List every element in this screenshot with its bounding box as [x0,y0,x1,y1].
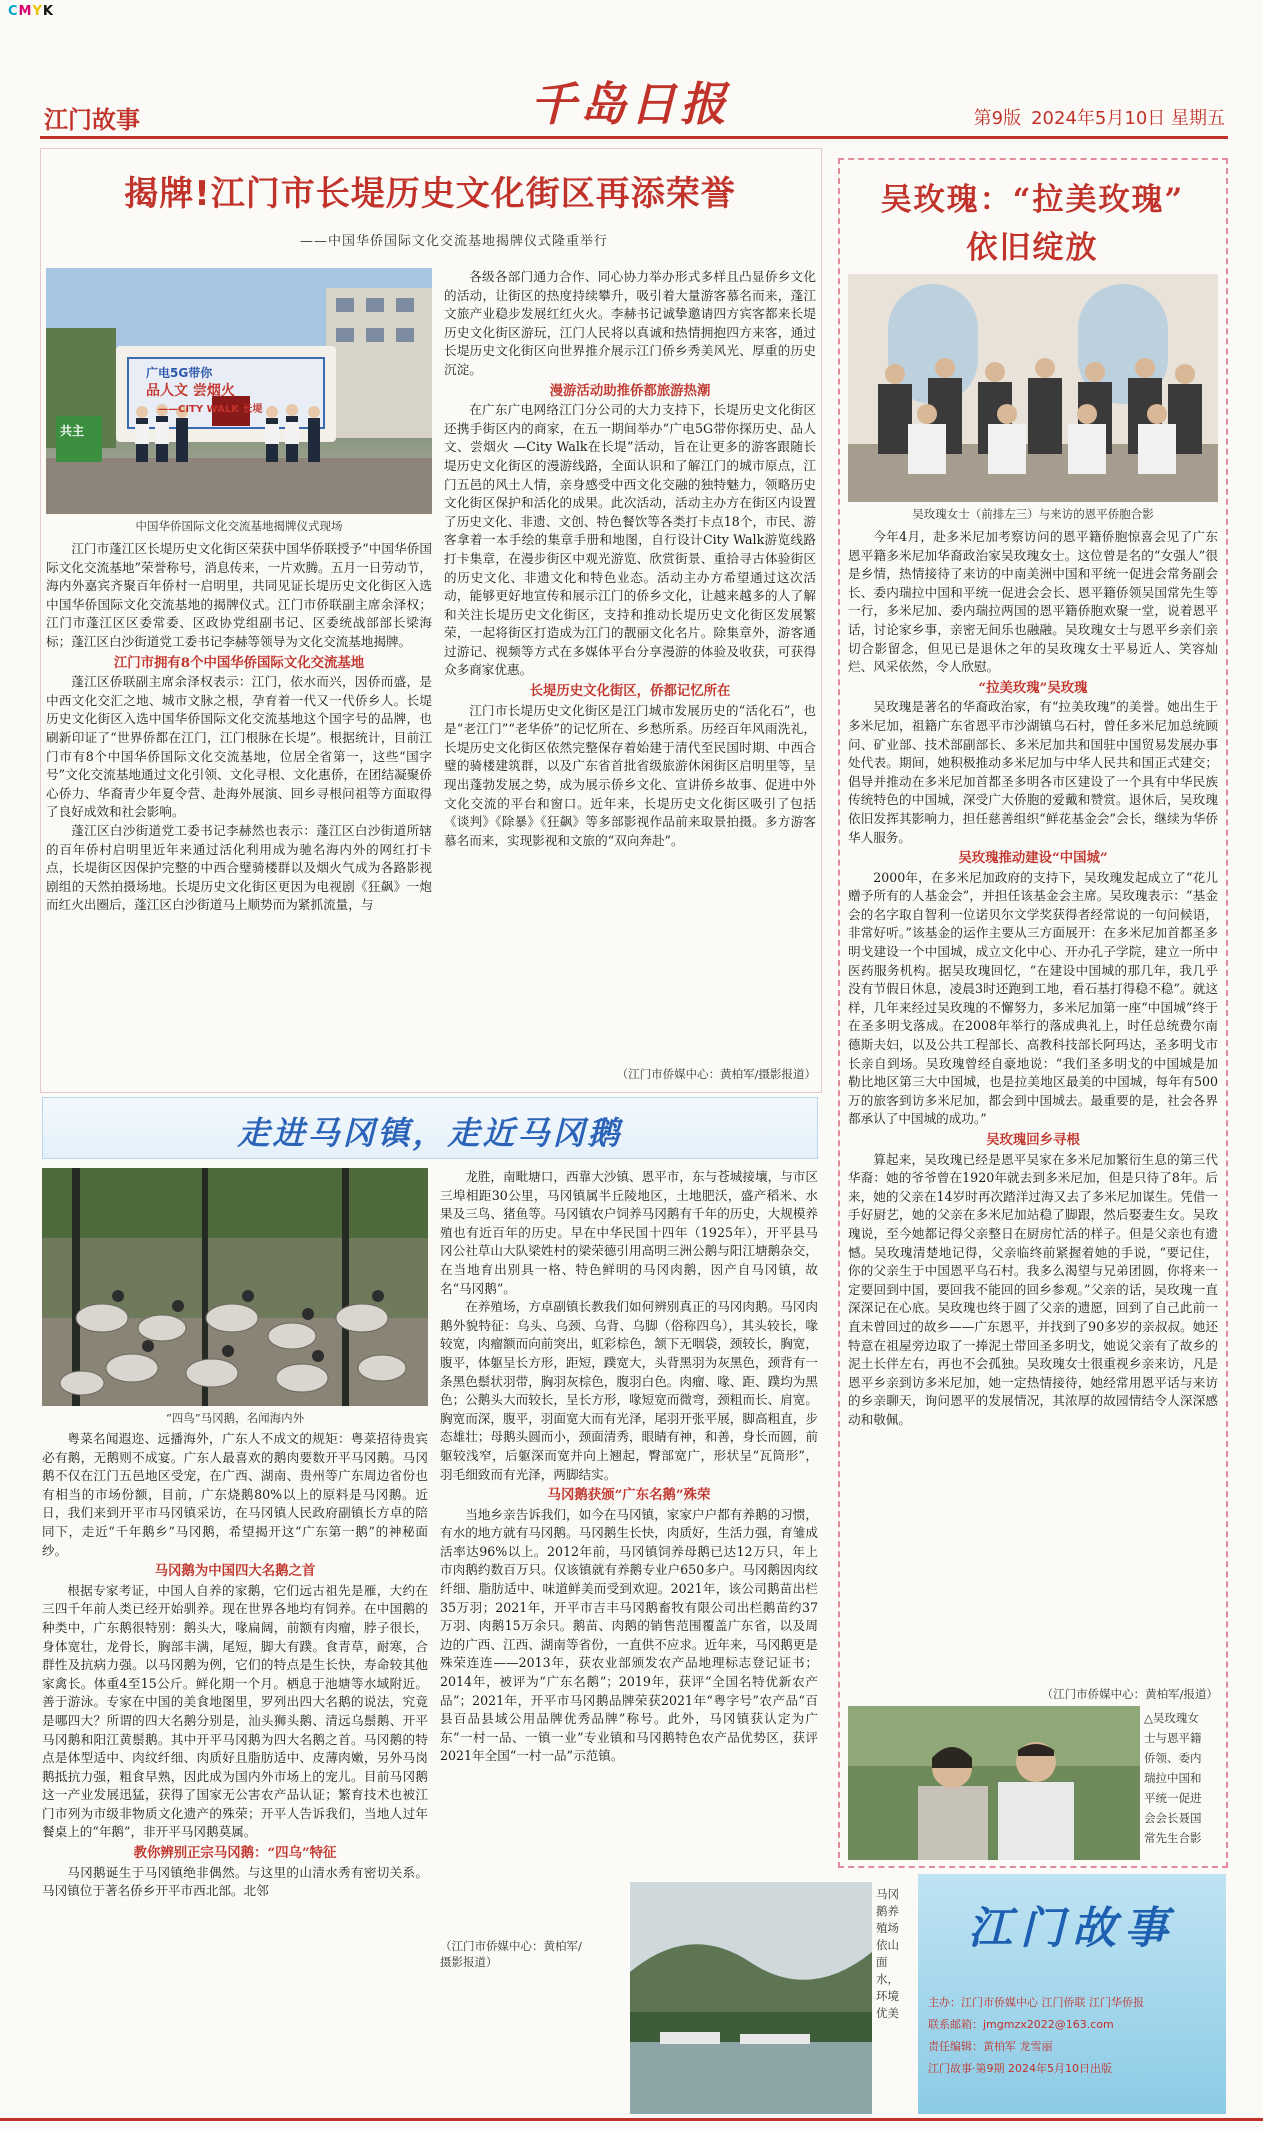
paragraph: 根据专家考证，中国人自养的家鹅，它们远古祖先是雁，大约在三四千年前人类已经开始驯养。现在世界各地均有饲养。在中国鹅的种类中，广东鹅很特别：鹅头大，喙扁阔，前额有肉瘤，脖子很长，身体宽壮，龙骨长，胸部丰满，尾短，脚大有蹼。食青草，耐寒，合群性及抗病力强。以马冈鹅为例，它们的特点是生长快，寿命较其他家禽长。体重4至15公斤。鲜化期一个月。栖息于池塘等水域附近。善于游泳。专家在中国的美食地图里，罗列出四大名鹅的说法，究竟是哪四大？所谓的四大名鹅分别是，汕头狮头鹅、清远乌鬃鹅、开平马冈鹅和阳江黄鬃鹅。其中开平马冈鹅为四大名鹅之首。马冈鹅的特点是体型适中、肉纹纤细、肉质好且脂肪适中、皮薄肉嫩，另外马岗鹅抵抗力强，粗食早熟，因此成为国内外市场上的宠儿。目前马冈鹅这一产业发展迅猛，获得了国家无公害农产品认证；繁育技术也被江门市列为市级非物质文化遗产的殊荣；开平人告诉我们，当地人过年餐桌上的“年鹅”，非开平马冈鹅莫属。 [42,1582,428,1840]
subheading: 吴玫瑰推动建设“中国城” [958,850,1108,867]
header-rule [40,136,1228,139]
footer-rule [0,2118,1263,2121]
article3-group-photo [848,274,1218,502]
caption-line: 殖场 [876,1921,899,1935]
caption-line: 马冈 [876,1887,899,1901]
paragraph: 吴玫瑰是著名的华裔政治家，有“拉美玫瑰”的美誉。她出生于多米尼加，祖籍广东省恩平市沙湖镇乌石村，曾任多米尼加总统顾问、矿业部、技术部副部长、多米尼加共和国驻中国贸易发展办事处代表。期间，她积极推动多米尼加与中华人民共和国正式建交；倡导并推动在多米尼加首都圣多明各市区建设了一个具有中华民族传统特色的中国城，深受广大侨胞的爱戴和赞赏。退休后，吴玫瑰依旧发挥其影响力，担任慈善组织“鲜花基金会”会长，继续为华侨华人服务。 [848,699,1218,845]
group-photo-illustration [848,274,1218,502]
caption-line: 环境 [876,1989,899,2003]
ceremony-photo-illustration [46,268,432,514]
paragraph: 各级各部门通力合作、同心协力举办形式多样且凸显侨乡文化的活动，让街区的热度持续攀升，吸引着大量游客慕名而来，蓬江文旅产业稳步发展红红火火。李赫书记诚挚邀请四方宾客都来长堤历史文化街区游玩，江门人民将以真诚和热情拥抱四方来客，通过长堤历史文化街区向世界推介展示江门侨乡秀美风光、厚重的历史沉淀。 [444,269,816,377]
article1-title: 揭牌!江门市长堤历史文化街区再添荣誉 [124,174,736,214]
caption-line: 士与恩平籍 [1144,1731,1202,1745]
article3-title-line1: 吴玫瑰：“拉美玫瑰” [880,182,1185,218]
cmyk-y: Y [32,4,43,19]
paragraph: 蓬江区白沙街道党工委书记李赫然也表示：蓬江区白沙街道所辖的百年侨村启明里近年来通过活化利用成为驰名海内外的网红打卡点，长堤街区因保护完整的中西合璧骑楼群以及烟火气成为各路影视剧组的天然拍摄场地。长堤历史文化街区更因为电视剧《狂飙》一炮而红火出圈后，蓬江区白沙街道马上顺势而为紧抓流量，与 [46,822,432,913]
paragraph: 当地乡亲告诉我们，如今在马冈镇，家家户户都有养鹅的习惯，有水的地方就有马冈鹅。马冈鹅生长快，肉质好，生活力强，育雏成活率达96%以上。2012年前，马冈镇饲养母鹅已达12万只，年上市肉鹅约数百万只。仅该镇就有养鹅专业户650多户。马冈鹅因肉纹纤细、脂肪适中、味道鲜美而受到欢迎。2021年，该公司鹅苗出栏35万羽；2021年，开平市吉丰马冈鹅畜牧有限公司出栏鹅苗约37万羽、肉鹅15万余只。鹅苗、肉鹅的销售范围覆盖广东省，以及周边的广西、江西、湖南等省份，一直供不应求。近年来，马冈鹅更是殊荣连连——2013年，获农业部颁发农产品地理标志登记证书；2014年，被评为“广东名鹅”；2019年，获评“全国名特优新农产品”；2021年，开平市马冈鹅品牌荣获2021年“粤字号”农产品“百县百品县域公用品牌优秀品牌”称号。此外，马冈镇获认定为广东“一村一品、一镇一业”专业镇和马冈鹅特色农产品优势区，获评2021年全国“一村一品”示范镇。 [440,1506,818,1764]
banner-text-3: ——CITY WALK 长堤 [158,404,263,415]
paragraph: 蓬江区侨联副主席余泽权表示：江门，依水而兴，因侨而盛，是中西文化交汇之地、城市文脉之根，孕育着一代又一代侨乡人。长堤历史文化街区入选中国华侨国际文化交流基地这个国字号的品牌，也刷新印证了“世界侨都在江门，江门根脉在长堤”。根据统计，目前江门市有8个中国华侨国际文化交流基地，位居全省第一，这些“国字号”文化交流基地通过文化引领、文化寻根、文化惠侨，在团结凝聚侨心侨力、华裔青少年夏令营、赴海外展演、回乡寻根问祖等方面取得了良好成效和社会影响。 [46,674,432,820]
farm-photo [630,1882,872,2114]
paragraph: 龙胜，南毗塘口，西靠大沙镇、恩平市，东与苍城接壤，与市区三埠相距30公里，马冈镇属半丘陵地区，土地肥沃，盛产稻米、水果及三鸟、猪鱼等。马冈镇农户饲养马冈鹅有千年的历史，大规模养殖也有近百年的历史。早在中华民国十四年（1925年），开平县马冈公社草山大队梁姓村的梁荣德引用高明三洲公鹅与阳江塘鹅杂交，在当地育出别具一格、特色鲜明的马冈肉鹅，因产自马冈镇，故名“马冈鹅”。 [440,1169,818,1296]
article1-column-1 [46,540,432,1088]
caption-line: 侨领、委内 [1144,1751,1202,1765]
subheading: “拉美玫瑰”吴玫瑰 [978,679,1088,696]
caption-line: 瑞拉中国和 [1144,1771,1202,1785]
portrait-photo-illustration [848,1706,1140,1860]
article2-title: 走进马冈镇，走近马冈鹅 [237,1114,623,1152]
subheading: 马冈鹅获颁“广东名鹅”殊荣 [547,1487,711,1504]
article3-photo-caption: 吴玫瑰女士（前排左三）与来访的恩平侨胞合影 [912,507,1154,521]
farm-photo-illustration [630,1882,872,2114]
paragraph: 马冈鹅诞生于马冈镇绝非偶然。与这里的山清水秀有密切关系。马冈镇位于著名侨乡开平市西北部。北邻 [42,1864,428,1899]
column-info-title: 江门故事 [968,1903,1176,1954]
subheading: 吴玫瑰回乡寻根 [986,1132,1080,1148]
info-line: 联系邮箱：jmgmzx2022@163.com [928,2018,1114,2031]
caption-line: 优美 [876,2006,899,2020]
page-info [974,104,1225,130]
article3-portrait-caption [1144,1708,1224,1848]
cmyk-m: M [18,4,33,19]
page-number: 第9版 [973,108,1022,129]
article1-photo [46,268,432,514]
caption-line: 平统一促进 [1144,1791,1202,1805]
banner-text-1: 广电5G带你 [146,366,213,380]
caption-line: 面水， [876,1955,899,1986]
article1-column-2 [444,268,816,1064]
paragraph: 江门市蓬江区长堤历史文化街区荣获中国华侨联授予“中国华侨国际文化交流基地”荣誉称号，消息传来，一片欢腾。五月一日劳动节，海内外嘉宾齐聚百年侨村一启明里，共同见证长堤历史文化街区入选中国华侨国际文化交流基地的揭牌仪式。江门市侨联副主席余泽权；江门市蓬江区区委常委、区政协党组副书记、区委统战部部长梁海标；蓬江区白沙街道党工委书记李赫等领导为文化交流基地揭牌。 [46,541,432,649]
article2-column-2 [440,1168,818,1934]
subheading: 漫游活动助推侨都旅游热潮 [549,382,711,399]
cmyk-c: C [8,4,19,19]
paragraph: 今年4月，赴多米尼加考察访问的恩平籍侨胞惊喜会见了广东恩平籍多米尼加华裔政治家吴玫瑰女士。这位曾是名的“女强人”很是乡情，热情接待了来访的中南美洲中国和平统一促进会常务副会长、委内瑞拉中国和平统一促进会会长、恩平籍侨领吴国常先生等一行，多米尼加、委内瑞拉两国的恩平籍侨胞欢聚一堂，说着恩平话，讨论家乡事，亲密无间乐也融融。吴玫瑰女士与恩平乡亲们亲切合影留念，但见已是退休之年的吴玫瑰女士平易近人、笑容灿烂、风采依然，令人欣慰。 [848,529,1218,675]
paragraph: 在广东广电网络江门分公司的大力支持下，长堤历史文化街区还携手街区内的商家，在五一期间举办“广电5G带你探历史、品人文、尝烟火 —City Walk在长堤”活动，旨在让更多的游客跟随长堤历史文化街区的漫游线路，全面认识和了解江门的城市原点，江门五邑的风土人情，亲身感受中西文化交融的独特魅力，领略历史文化街区保护和活化的成果。此次活动，活动主办方在街区内设置了历史文化、非遗、文创、特色餐饮等各类打卡点18个，市民、游客拿着一本手绘的集章手册和地图，自行设计City Walk游览线路打卡集章，在漫步街区中观光游览、欣赏街景、重拾寻古体验街区的历史文化、非遗文化和特色业态。活动主办方希望通过这次活动，能够更好地宣传和展示江门的侨乡文化，让越来越多的人了解和关注长堤历史文化街区，支持和推动长堤历史文化街区发展繁荣，一起将街区打造成为江门的靓丽文化名片。除集章外，游客通过游记、视频等方式在多媒体平台分享漫游的体验及收获，可获得众多商家优惠。 [444,402,816,678]
caption-line: 鹅养 [876,1904,899,1918]
section-name: 江门故事 [44,106,140,134]
article3-credit: （江门市侨媒中心：黄柏军/报道） [1041,1687,1218,1701]
caption-line: 依山 [876,1938,899,1952]
article3-title-line2: 依旧绽放 [966,230,1099,266]
article1-credit: （江门市侨媒中心：黄柏军/摄影报道） [616,1067,816,1081]
info-line: 主办：江门市侨媒中心 江门侨联 江门华侨报 [928,1996,1144,2009]
green-sign-text: 共主 [60,424,85,438]
article3-body [848,528,1218,1684]
geese-photo-illustration [42,1168,428,1406]
article1-photo-caption: 中国华侨国际文化交流基地揭牌仪式现场 [135,519,343,533]
subheading: 长堤历史文化街区，侨都记忆所在 [529,683,731,700]
info-line: 责任编辑：黄柏军 龙雪丽 [928,2040,1053,2053]
article2-geese-photo [42,1168,428,1406]
cmyk-registration [8,4,54,19]
caption-line: 常先生合影 [1144,1831,1202,1845]
cmyk-k: K [42,4,54,19]
article2-credit: （江门市侨媒中心：黄柏军/摄影报道） [440,1939,582,1969]
paragraph: 2000年，在多米尼加政府的支持下，吴玫瑰发起成立了“花儿赠予所有的人基金会”，并担任该基金会主席。吴玫瑰表示：“基金会的名字取自智利一位诺贝尔文学奖获得者经常说的一句问候语，非常好听。”该基金的运作主要从三方面展开：在多米尼加首都圣多明戈建设一个中国城，成立文化中心、开办孔子学院，建立一所中医药服务机构。据吴玫瑰回忆，“在建设中国城的那几年，我几乎没有节假日休息，凌晨3时还跑到工地，看石基打得稳不稳”。就这样，几年来经过吴玫瑰的不懈努力，多米尼加第一座“中国城”终于在圣多明戈落成。在2008年举行的落成典礼上，时任总统费尔南德斯夫妇，以及公共工程部长、高教科技部长阿玛达，圣多明戈市长亲自到场。吴玫瑰曾经自豪地说：“我们圣多明戈的中国城是加勒比地区第三大中国城，也是拉美地区最美的中国城，每年有500万的旅客到访多米尼加，都会到中国城去。最重要的是，社会各界都承认了中国城的成功。” [848,869,1218,1127]
paragraph: 粤菜名闻遐迩、远播海外，广东人不成文的规矩：粤菜招待贵宾必有鹅，无鹅则不成宴。广东人最喜欢的鹅肉要数开平马冈鹅。马冈鹅不仅在江门五邑地区受宠，在广西、湖南、贵州等广东周边省份也有相当的市场份额，目前，广东烧鹅80%以上的原料是马冈鹅。近日，我们来到开平市马冈镇采访，在马冈镇人民政府副镇长方卓的陪同下，走近“千年鹅乡”马冈鹅，希望揭开这“广东第一鹅”的神秘面纱。 [42,1431,428,1558]
article2-photo-caption: “四鸟”马冈鹅，名闻海内外 [165,1411,305,1425]
info-line: 江门故事·第9期 2024年5月10日出版 [928,2062,1112,2075]
article2-column-1 [42,1430,428,2116]
column-info-box [918,1874,1226,2114]
subheading: 马冈鹅为中国四大名鹅之首 [154,1563,316,1580]
issue-date: 2024年5月10日 星期五 [1031,108,1225,129]
article1-subtitle: ——中国华侨国际文化交流基地揭牌仪式隆重举行 [300,234,609,249]
farm-photo-caption [876,1886,910,2022]
subheading: 教你辨别正宗马冈鹅：“四乌”特征 [133,1845,337,1862]
caption-line: △吴玫瑰女 [1144,1711,1199,1725]
newspaper-masthead: 千岛日报 [530,77,730,131]
caption-line: 会会长聂国 [1144,1811,1202,1825]
paragraph: 江门市长堤历史文化街区是江门城市发展历史的“活化石”，也是“老江门”“老华侨”的记忆所在、乡愁所系。历经百年风雨洗礼，长堤历史文化街区依然完整保存着始建于清代至民国时期、中西合璧的骑楼建筑群，以及广东省首批省级旅游休闲街区启明里等，呈现出蓬勃发展之势，成为展示侨乡文化、宣讲侨乡故事、促进中外文化交流的平台和窗口。近年来，长堤历史文化街区吸引了包括《谈判》《除暴》《狂飙》等多部影视作品前来取景拍摄。多方游客慕名而来，实现影视和文旅的“双向奔赴”。 [444,702,816,848]
article3-portrait-photo [848,1706,1140,1860]
column-info-lines [928,1992,1216,2080]
paragraph: 算起来，吴玫瑰已经是恩平吴家在多米尼加繁衍生息的第三代华裔：她的爷爷曾在1920年就去到多米尼加，但是只待了8年。后来，她的父亲在14岁时再次踏洋过海又去了多米尼加谋生。凭借一手好厨艺，她的父亲在多米尼加站稳了脚跟，然后娶妻生女。吴玫瑰说，至今她都记得父亲整日在厨房忙活的样子。但是父亲也有遗憾。吴玫瑰清楚地记得，父亲临终前紧握着她的手说，“要记住，你的父亲生于中国恩平乌石村。我多么渴望与兄弟团圆，你将来一定要回到中国，要回我不能回的回乡参观。”父亲的话，吴玫瑰一直深深记在心底。吴玫瑰也终于圆了父亲的遗愿，回到了自己此前一直未曾回过的故乡——广东恩平，并找到了90多岁的亲叔叔。她还特意在祖屋旁边取了一捧泥土带回圣多明戈，她说父亲有了故乡的泥土长伴左右，再也不会孤独。吴玫瑰女士很重视乡亲来访，凡是恩平乡亲到访多米尼加，她一定热情接待，她经常用恩平话与来访的乡亲聊天，询问恩平的发展情况，其浓厚的故园情结令人深深感动和敬佩。 [848,1151,1218,1427]
banner-text-2: 品人文 尝烟火 [146,383,235,399]
subheading: 江门市拥有8个中国华侨国际文化交流基地 [113,654,365,671]
paragraph: 在养殖场，方卓副镇长教我们如何辨别真正的马冈肉鹅。马冈肉鹅外貌特征：乌头、乌颈、乌背、乌脚（俗称四乌），其头较长，喙较宽，肉瘤额而向前突出，虹彩棕色，颔下无咽袋，颈较长，胸宽，腹平，体躯呈长方形，距短，蹼宽大，头背黑羽为灰黑色，颈背有一条黑色鬃状羽带，胸羽灰棕色，腹羽白色。肉瘤、喙、距、蹼均为黑色；公鹅头大而较长，呈长方形，喙短宽而微弯，颈粗而长、肩宽。胸宽而深，腹平，羽面宽大而有光泽，尾羽开张平展，脚高粗直，步态雄壮；母鹅头圆而小，颈面清秀，眼睛有神，和善，身长而圆，前躯较浅窄，后躯深而宽并向上翘起，臀部宽广，形状呈“瓦筒形”，羽毛细致而有光泽，两脚结实。 [440,1299,818,1482]
